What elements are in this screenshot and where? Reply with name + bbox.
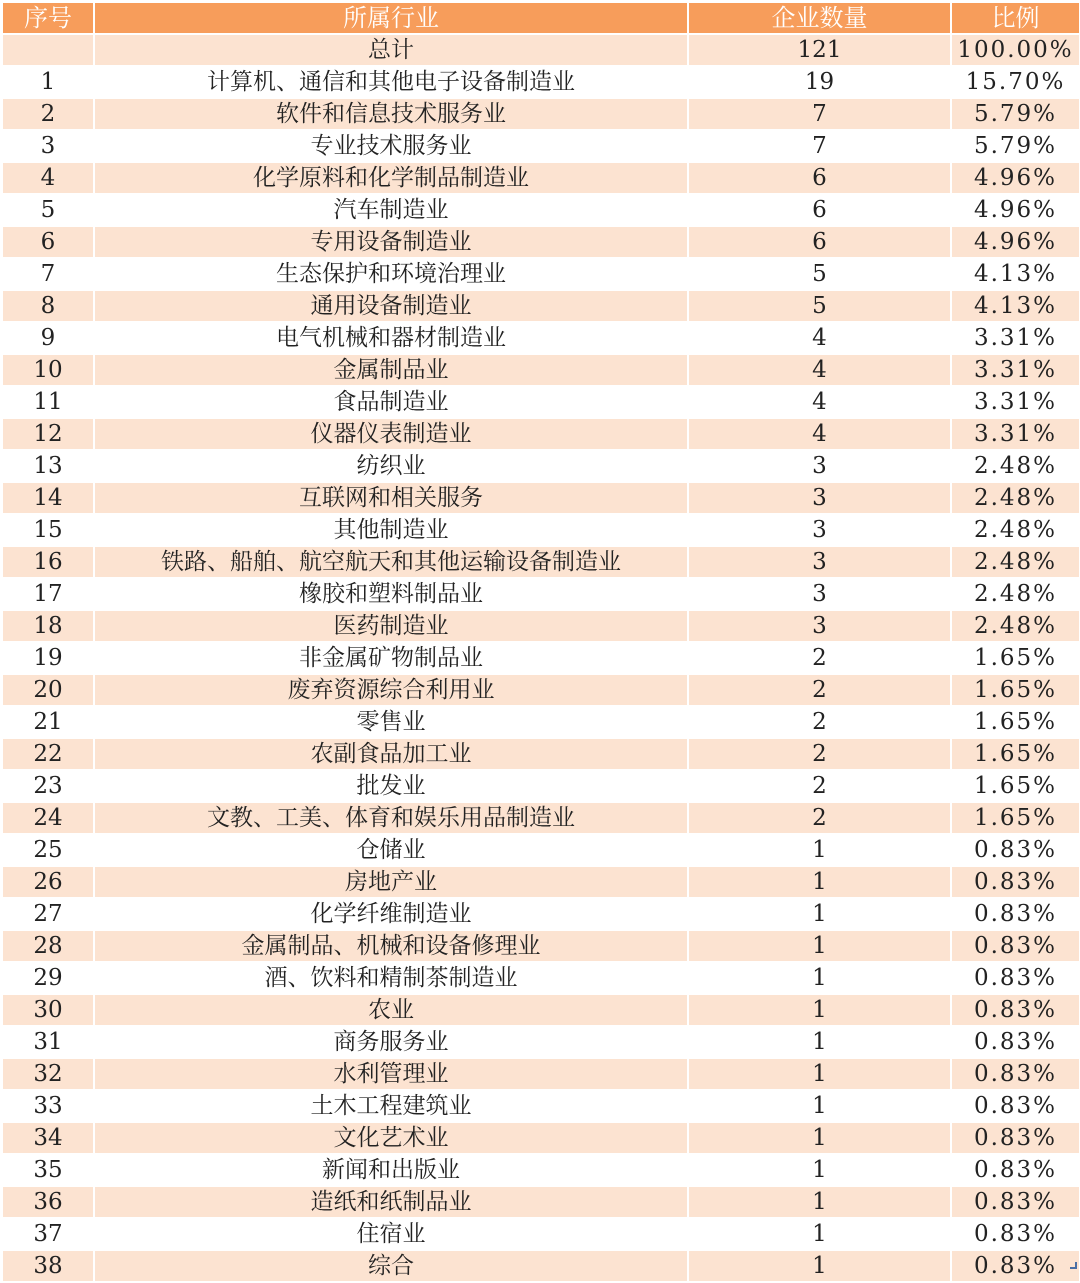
cell-industry: 仪器仪表制造业 xyxy=(94,418,688,450)
table-row xyxy=(2,546,1080,578)
cell-count: 2 xyxy=(688,738,951,770)
cell-count: 1 xyxy=(688,1058,951,1090)
cell-industry: 计算机、通信和其他电子设备制造业 xyxy=(94,66,688,98)
cell-industry: 金属制品业 xyxy=(94,354,688,386)
cell-ratio: 5.79% xyxy=(951,130,1080,162)
cell-industry: 互联网和相关服务 xyxy=(94,482,688,514)
cell-ratio: 0.83% xyxy=(951,994,1080,1026)
cell-industry: 其他制造业 xyxy=(94,514,688,546)
cell-ratio: 4.13% xyxy=(951,258,1080,290)
cell-industry: 电气机械和器材制造业 xyxy=(94,322,688,354)
cell-industry: 农业 xyxy=(94,994,688,1026)
cell-index: 1 xyxy=(2,66,94,98)
cell-ratio: 3.31% xyxy=(951,418,1080,450)
cell-industry: 总计 xyxy=(94,34,688,66)
cell-ratio: 0.83% xyxy=(951,1026,1080,1058)
cell-industry: 专用设备制造业 xyxy=(94,226,688,258)
cell-industry: 住宿业 xyxy=(94,1218,688,1250)
table-row xyxy=(2,354,1080,386)
cell-index: 15 xyxy=(2,514,94,546)
cell-count: 4 xyxy=(688,322,951,354)
cell-industry: 汽车制造业 xyxy=(94,194,688,226)
cell-industry: 化学纤维制造业 xyxy=(94,898,688,930)
table-row xyxy=(2,994,1080,1026)
cell-ratio: 1.65% xyxy=(951,738,1080,770)
cell-count: 1 xyxy=(688,1154,951,1186)
cell-ratio: 0.83% xyxy=(951,1154,1080,1186)
table-row xyxy=(2,962,1080,994)
cell-industry: 零售业 xyxy=(94,706,688,738)
cell-ratio: 0.83% xyxy=(951,898,1080,930)
cell-index: 36 xyxy=(2,1186,94,1218)
table-row xyxy=(2,386,1080,418)
cell-industry: 软件和信息技术服务业 xyxy=(94,98,688,130)
cell-ratio: 1.65% xyxy=(951,674,1080,706)
table-row xyxy=(2,194,1080,226)
table-row xyxy=(2,674,1080,706)
table-row xyxy=(2,162,1080,194)
cell-ratio: 0.83% xyxy=(951,930,1080,962)
cell-index: 23 xyxy=(2,770,94,802)
cell-count: 2 xyxy=(688,674,951,706)
cell-index: 38 xyxy=(2,1250,94,1282)
cell-ratio: 2.48% xyxy=(951,578,1080,610)
cell-industry: 酒、饮料和精制茶制造业 xyxy=(94,962,688,994)
cell-index: 2 xyxy=(2,98,94,130)
cell-index: 8 xyxy=(2,290,94,322)
cell-ratio: 3.31% xyxy=(951,322,1080,354)
cell-count: 3 xyxy=(688,514,951,546)
cell-count: 2 xyxy=(688,706,951,738)
cell-index: 3 xyxy=(2,130,94,162)
table-row xyxy=(2,450,1080,482)
cell-count: 2 xyxy=(688,642,951,674)
table-row xyxy=(2,1058,1080,1090)
cell-index: 26 xyxy=(2,866,94,898)
cell-index: 30 xyxy=(2,994,94,1026)
cell-index: 35 xyxy=(2,1154,94,1186)
cell-index: 22 xyxy=(2,738,94,770)
table-row xyxy=(2,130,1080,162)
cell-ratio: 0.83% xyxy=(951,834,1080,866)
cell-index: 32 xyxy=(2,1058,94,1090)
table-row xyxy=(2,642,1080,674)
cell-count: 1 xyxy=(688,1250,951,1282)
cell-ratio: 100.00% xyxy=(951,34,1080,66)
cell-industry: 专业技术服务业 xyxy=(94,130,688,162)
header-count: 企业数量 xyxy=(688,2,951,34)
cell-count: 1 xyxy=(688,962,951,994)
cell-ratio: 0.83% xyxy=(951,962,1080,994)
table-row xyxy=(2,418,1080,450)
cell-ratio: 0.83% xyxy=(951,1218,1080,1250)
cell-count: 3 xyxy=(688,610,951,642)
cell-count: 6 xyxy=(688,162,951,194)
cell-index: 31 xyxy=(2,1026,94,1058)
cell-industry: 文化艺术业 xyxy=(94,1122,688,1154)
table-row xyxy=(2,290,1080,322)
cell-index: 5 xyxy=(2,194,94,226)
table-row xyxy=(2,1250,1080,1282)
cell-ratio: 4.96% xyxy=(951,162,1080,194)
table-row xyxy=(2,610,1080,642)
cell-ratio: 4.96% xyxy=(951,226,1080,258)
cell-ratio: 0.83% xyxy=(951,1250,1080,1282)
cell-index: 14 xyxy=(2,482,94,514)
cell-ratio: 3.31% xyxy=(951,354,1080,386)
cell-index xyxy=(2,34,94,66)
cell-industry: 综合 xyxy=(94,1250,688,1282)
table-row xyxy=(2,578,1080,610)
cell-ratio: 2.48% xyxy=(951,482,1080,514)
table-row xyxy=(2,834,1080,866)
table-row xyxy=(2,1186,1080,1218)
table-row xyxy=(2,898,1080,930)
cell-ratio: 2.48% xyxy=(951,546,1080,578)
industry-table xyxy=(1,1,1080,1283)
cell-industry: 化学原料和化学制品制造业 xyxy=(94,162,688,194)
cell-index: 11 xyxy=(2,386,94,418)
cell-index: 16 xyxy=(2,546,94,578)
table-row xyxy=(2,66,1080,98)
cell-count: 3 xyxy=(688,546,951,578)
cell-ratio: 4.96% xyxy=(951,194,1080,226)
table-row xyxy=(2,866,1080,898)
cell-ratio: 0.83% xyxy=(951,866,1080,898)
cell-ratio: 0.83% xyxy=(951,1122,1080,1154)
header-ratio: 比例 xyxy=(951,2,1080,34)
cell-ratio: 0.83% xyxy=(951,1058,1080,1090)
total-row xyxy=(2,34,1080,66)
cell-industry: 造纸和纸制品业 xyxy=(94,1186,688,1218)
cell-count: 4 xyxy=(688,354,951,386)
cell-count: 2 xyxy=(688,770,951,802)
cell-index: 25 xyxy=(2,834,94,866)
table-row xyxy=(2,98,1080,130)
cell-industry: 水利管理业 xyxy=(94,1058,688,1090)
cell-industry: 商务服务业 xyxy=(94,1026,688,1058)
cell-count: 7 xyxy=(688,130,951,162)
cell-industry: 金属制品、机械和设备修理业 xyxy=(94,930,688,962)
table-header xyxy=(2,2,1080,34)
cell-count: 3 xyxy=(688,450,951,482)
table-row xyxy=(2,258,1080,290)
header-index: 序号 xyxy=(2,2,94,34)
cell-industry: 文教、工美、体育和娱乐用品制造业 xyxy=(94,802,688,834)
cell-industry: 仓储业 xyxy=(94,834,688,866)
cell-ratio: 0.83% xyxy=(951,1186,1080,1218)
cell-ratio: 5.79% xyxy=(951,98,1080,130)
table-row xyxy=(2,226,1080,258)
cell-industry: 纺织业 xyxy=(94,450,688,482)
cell-count: 4 xyxy=(688,418,951,450)
cell-index: 4 xyxy=(2,162,94,194)
cell-index: 9 xyxy=(2,322,94,354)
cell-ratio: 4.13% xyxy=(951,290,1080,322)
cell-index: 19 xyxy=(2,642,94,674)
table-row xyxy=(2,930,1080,962)
table-row xyxy=(2,514,1080,546)
cell-industry: 批发业 xyxy=(94,770,688,802)
cell-count: 19 xyxy=(688,66,951,98)
table-body xyxy=(2,34,1080,1282)
table-row xyxy=(2,706,1080,738)
cell-index: 10 xyxy=(2,354,94,386)
cell-ratio: 2.48% xyxy=(951,610,1080,642)
cell-index: 28 xyxy=(2,930,94,962)
table-row xyxy=(2,802,1080,834)
cell-ratio: 2.48% xyxy=(951,450,1080,482)
table-row xyxy=(2,1218,1080,1250)
cell-count: 7 xyxy=(688,98,951,130)
cell-index: 13 xyxy=(2,450,94,482)
cell-count: 2 xyxy=(688,802,951,834)
cell-industry: 橡胶和塑料制品业 xyxy=(94,578,688,610)
cell-count: 1 xyxy=(688,898,951,930)
cell-ratio: 2.48% xyxy=(951,514,1080,546)
cell-index: 12 xyxy=(2,418,94,450)
cell-industry: 铁路、船舶、航空航天和其他运输设备制造业 xyxy=(94,546,688,578)
cell-index: 21 xyxy=(2,706,94,738)
cell-index: 6 xyxy=(2,226,94,258)
cell-index: 29 xyxy=(2,962,94,994)
table-row xyxy=(2,738,1080,770)
cell-ratio: 1.65% xyxy=(951,706,1080,738)
cell-count: 5 xyxy=(688,258,951,290)
cell-index: 27 xyxy=(2,898,94,930)
cell-count: 1 xyxy=(688,1218,951,1250)
cell-count: 3 xyxy=(688,482,951,514)
cell-industry: 农副食品加工业 xyxy=(94,738,688,770)
cell-count: 1 xyxy=(688,1122,951,1154)
cell-index: 20 xyxy=(2,674,94,706)
cell-ratio: 1.65% xyxy=(951,770,1080,802)
cell-industry: 废弃资源综合利用业 xyxy=(94,674,688,706)
header-row xyxy=(2,2,1080,34)
cell-count: 6 xyxy=(688,194,951,226)
cell-index: 37 xyxy=(2,1218,94,1250)
cell-count: 121 xyxy=(688,34,951,66)
cell-index: 17 xyxy=(2,578,94,610)
cell-ratio: 15.70% xyxy=(951,66,1080,98)
table-row xyxy=(2,322,1080,354)
cell-ratio: 1.65% xyxy=(951,642,1080,674)
cell-count: 1 xyxy=(688,930,951,962)
cell-index: 18 xyxy=(2,610,94,642)
cell-industry: 生态保护和环境治理业 xyxy=(94,258,688,290)
table-row xyxy=(2,1154,1080,1186)
cell-count: 1 xyxy=(688,866,951,898)
cell-count: 1 xyxy=(688,834,951,866)
cell-count: 1 xyxy=(688,1186,951,1218)
cell-ratio: 0.83% xyxy=(951,1090,1080,1122)
cell-industry: 新闻和出版业 xyxy=(94,1154,688,1186)
cell-industry: 医药制造业 xyxy=(94,610,688,642)
cell-count: 1 xyxy=(688,1026,951,1058)
cell-industry: 通用设备制造业 xyxy=(94,290,688,322)
cell-count: 5 xyxy=(688,290,951,322)
cell-count: 1 xyxy=(688,994,951,1026)
table-row xyxy=(2,482,1080,514)
table-row xyxy=(2,1026,1080,1058)
cell-count: 6 xyxy=(688,226,951,258)
cell-index: 7 xyxy=(2,258,94,290)
table-row xyxy=(2,1122,1080,1154)
cell-count: 3 xyxy=(688,578,951,610)
table-row xyxy=(2,1090,1080,1122)
cell-index: 33 xyxy=(2,1090,94,1122)
cell-ratio: 1.65% xyxy=(951,802,1080,834)
resize-corner-mark xyxy=(1070,1262,1077,1269)
cell-industry: 非金属矿物制品业 xyxy=(94,642,688,674)
cell-industry: 土木工程建筑业 xyxy=(94,1090,688,1122)
cell-industry: 房地产业 xyxy=(94,866,688,898)
cell-industry: 食品制造业 xyxy=(94,386,688,418)
header-industry: 所属行业 xyxy=(94,2,688,34)
cell-count: 1 xyxy=(688,1090,951,1122)
cell-index: 24 xyxy=(2,802,94,834)
cell-ratio: 3.31% xyxy=(951,386,1080,418)
cell-count: 4 xyxy=(688,386,951,418)
cell-index: 34 xyxy=(2,1122,94,1154)
table-row xyxy=(2,770,1080,802)
